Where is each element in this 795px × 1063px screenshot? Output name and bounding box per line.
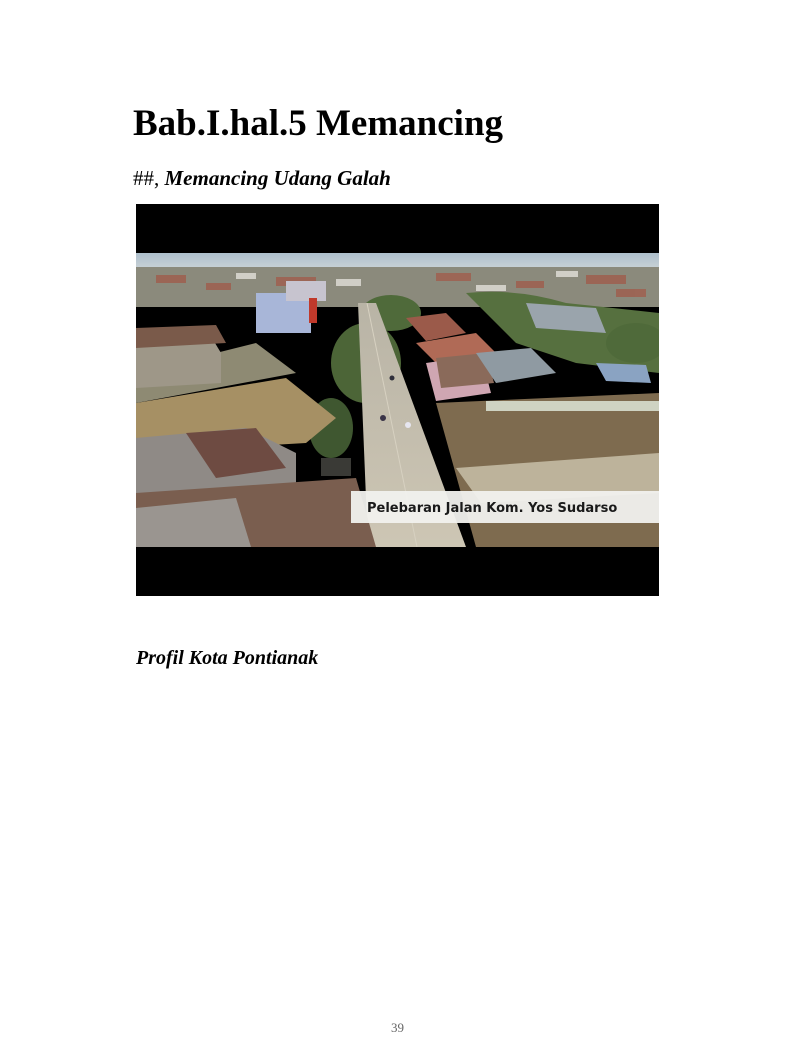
photo-caption-overlay: Pelebaran Jalan Kom. Yos Sudarso xyxy=(367,501,618,516)
aerial-town-scene xyxy=(136,253,659,547)
section-subheading xyxy=(133,164,391,192)
photo-caption: Profil Kota Pontianak xyxy=(136,647,319,669)
subheading-prefix: ##, xyxy=(133,166,165,190)
chapter-heading: Bab.I.hal.5 Memancing xyxy=(133,103,504,144)
page-number: 39 xyxy=(391,1020,404,1035)
subheading-title: Memancing Udang Galah xyxy=(164,166,391,190)
aerial-photo xyxy=(136,204,659,596)
